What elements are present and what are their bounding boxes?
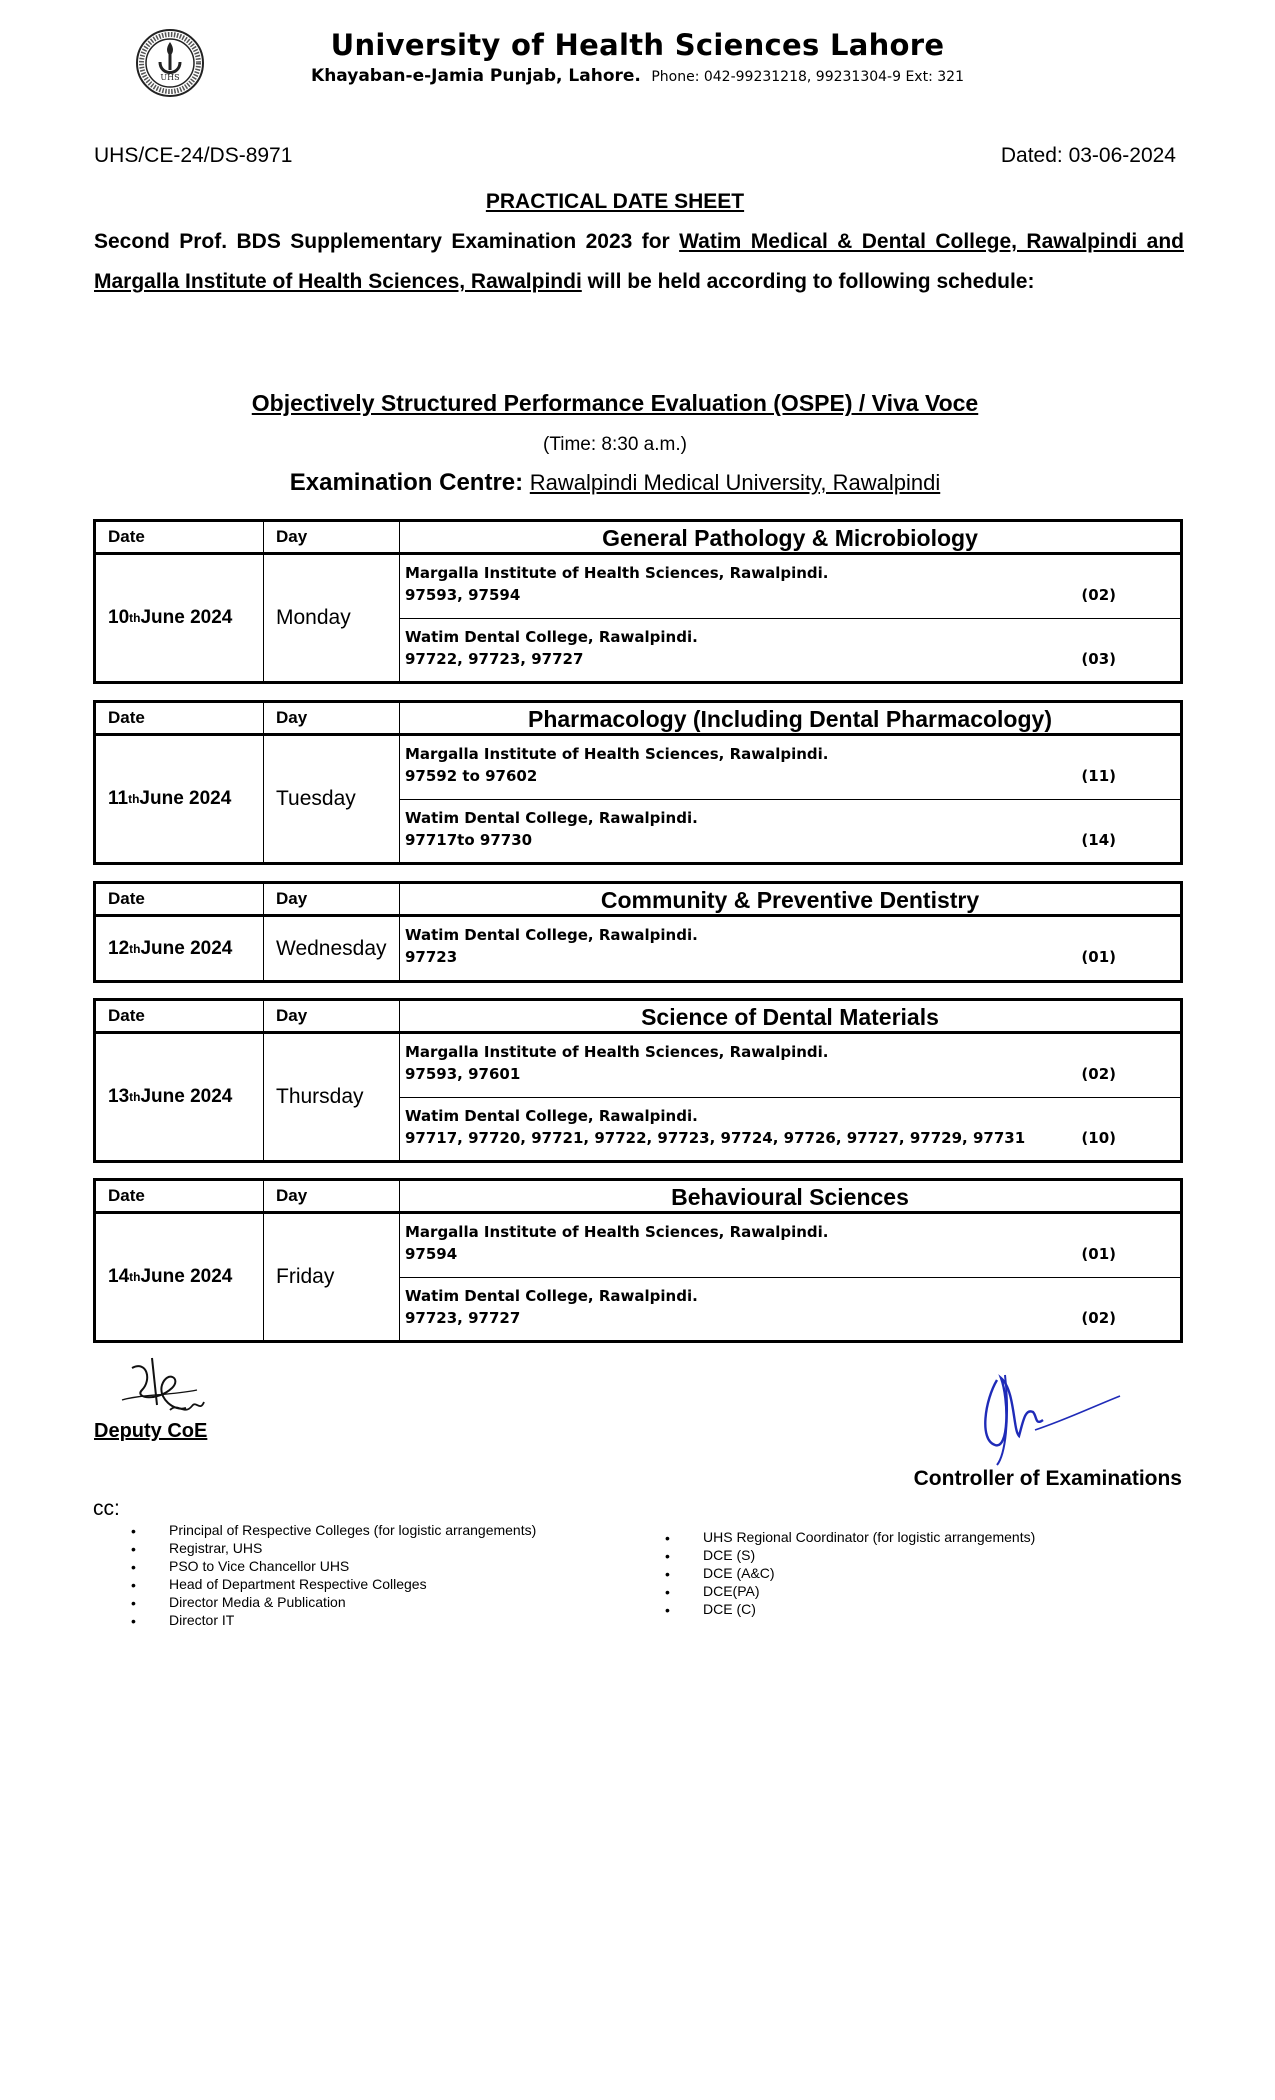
exam-date: 12 th June 2024 [96,917,264,980]
cc-list-left [131,1521,536,1629]
candidate-groups [400,917,1180,980]
table-row [96,1214,1180,1340]
institute-name: Margalla Institute of Health Sciences, Rawalpindi. [405,564,829,582]
centre-label: Examination Centre: [289,469,530,496]
candidate-count: (11) [1081,767,1116,785]
exam-time: (Time: 8:30 a.m.) [543,434,687,455]
candidate-group [400,917,1180,980]
candidate-group [400,618,1180,681]
exam-day: Monday [264,555,400,681]
list-item: • DCE (A&C) [665,1564,1035,1582]
candidate-group [400,1214,1180,1277]
exam-day: Thursday [264,1034,400,1160]
subject-title: Behavioural Sciences [671,1184,909,1210]
page-title: PRACTICAL DATE SHEET [485,190,745,213]
roll-numbers: 97723, 97727 [405,1309,521,1327]
date-column-header: Date [96,1181,264,1211]
table-row [96,917,1180,980]
table-header [96,522,1180,555]
controller-label: Controller of Examinations [913,1467,1182,1490]
exam-date: 14 th June 2024 [96,1214,264,1340]
candidate-group [400,736,1180,799]
candidate-groups [400,1214,1180,1340]
day-column-header: Day [264,884,400,914]
list-item: • Registrar, UHS [131,1539,536,1557]
list-item: • DCE(PA) [665,1582,1035,1600]
institute-name: Watim Dental College, Rawalpindi. [405,1287,698,1305]
subject-title: General Pathology & Microbiology [602,525,978,551]
date-column-header: Date [96,1001,264,1031]
roll-numbers: 97593, 97601 [405,1065,521,1083]
controller-signature-icon [975,1360,1125,1470]
table-header [96,703,1180,736]
candidate-count: (02) [1081,1309,1116,1327]
examination-centre [0,469,1230,497]
intro-text-end: will be held according to following schedule: [581,270,1035,293]
exam-day: Friday [264,1214,400,1340]
deputy-coe-label: Deputy CoE [94,1420,208,1442]
list-item: • DCE (S) [665,1546,1035,1564]
schedule-table-pharmacology [93,700,1183,865]
institute-name: Watim Dental College, Rawalpindi. [405,926,698,944]
schedule-table-behavioural-sciences [93,1178,1183,1343]
date-column-header: Date [96,703,264,733]
institute-name: Watim Dental College, Rawalpindi. [405,809,698,827]
university-phone: Phone: 042-99231218, 99231304-9 Ext: 321 [651,69,964,85]
exam-day: Wednesday [264,917,400,980]
svg-text:UHS: UHS [160,73,180,82]
list-item: • UHS Regional Coordinator (for logistic arrangements) [665,1528,1035,1546]
intro-paragraph [94,222,1184,302]
day-column-header: Day [264,522,400,552]
table-header [96,1001,1180,1034]
candidate-count: (03) [1081,650,1116,668]
institute-name: Watim Dental College, Rawalpindi. [405,1107,698,1125]
institute-name: Margalla Institute of Health Sciences, Rawalpindi. [405,745,829,763]
table-header [96,884,1180,917]
schedule-table-pathology [93,519,1183,684]
roll-numbers: 97717to 97730 [405,831,533,849]
candidate-group [400,555,1180,618]
candidate-groups [400,1034,1180,1160]
cc-label: cc: [93,1497,120,1520]
candidate-count: (01) [1081,1245,1116,1263]
table-row [96,1034,1180,1160]
candidate-group [400,799,1180,862]
candidate-count: (02) [1081,1065,1116,1083]
cc-list-right [665,1528,1035,1618]
institute-name: Watim Dental College, Rawalpindi. [405,628,698,646]
exam-date: 13 th June 2024 [96,1034,264,1160]
candidate-groups [400,736,1180,862]
roll-numbers: 97592 to 97602 [405,767,538,785]
centre-value: Rawalpindi Medical University, Rawalpindi [529,470,941,495]
day-column-header: Day [264,703,400,733]
candidate-count: (01) [1081,948,1116,966]
subject-title: Science of Dental Materials [641,1004,939,1030]
roll-numbers: 97717, 97720, 97721, 97722, 97723, 97724, 97726, 97727, 97729, 97731 [405,1129,1026,1147]
list-item: • Principal of Respective Colleges (for logistic arrangements) [131,1521,536,1539]
subject-title: Pharmacology (Including Dental Pharmacology) [528,706,1052,732]
institute-name: Margalla Institute of Health Sciences, Rawalpindi. [405,1043,829,1061]
issue-date: Dated: 03-06-2024 [1000,144,1176,167]
list-item: • Director Media & Publication [131,1593,536,1611]
schedule-table-dental-materials [93,998,1183,1163]
institute-name: Margalla Institute of Health Sciences, Rawalpindi. [405,1223,829,1241]
reference-number: UHS/CE-24/DS-8971 [94,144,293,167]
day-column-header: Day [264,1001,400,1031]
roll-numbers: 97722, 97723, 97727 [405,650,584,668]
roll-numbers: 97593, 97594 [405,586,521,604]
candidate-count: (02) [1081,586,1116,604]
intro-colleges: Watim Medical & Dental College, Rawalpindi and Margalla Institute of Health Sciences, Rawalpindi [94,230,1184,293]
date-column-header: Date [96,522,264,552]
list-item: • DCE (C) [665,1600,1035,1618]
list-item: • Head of Department Respective Colleges [131,1575,536,1593]
candidate-group [400,1097,1180,1160]
date-column-header: Date [96,884,264,914]
university-address-line [0,66,1275,86]
list-item: • PSO to Vice Chancellor UHS [131,1557,536,1575]
exam-date: 11 th June 2024 [96,736,264,862]
candidate-group [400,1277,1180,1340]
intro-text-start: Second Prof. BDS Supplementary Examination 2023 for [94,230,680,253]
university-address: Khayaban-e-Jamia Punjab, Lahore. [311,66,641,86]
roll-numbers: 97723 [405,948,458,966]
university-name: University of Health Sciences Lahore [330,28,945,62]
exam-heading: Objectively Structured Performance Evaluation (OSPE) / Viva Voce [251,390,979,416]
exam-date: 10 th June 2024 [96,555,264,681]
list-item: • Director IT [131,1611,536,1629]
exam-day: Tuesday [264,736,400,862]
candidate-groups [400,555,1180,681]
subject-title: Community & Preventive Dentistry [600,887,980,913]
candidate-count: (14) [1081,831,1116,849]
roll-numbers: 97594 [405,1245,458,1263]
schedule-table-community-dentistry [93,881,1183,983]
table-header [96,1181,1180,1214]
table-row [96,555,1180,681]
candidate-group [400,1034,1180,1097]
candidate-count: (10) [1081,1129,1116,1147]
table-row [96,736,1180,862]
day-column-header: Day [264,1181,400,1211]
